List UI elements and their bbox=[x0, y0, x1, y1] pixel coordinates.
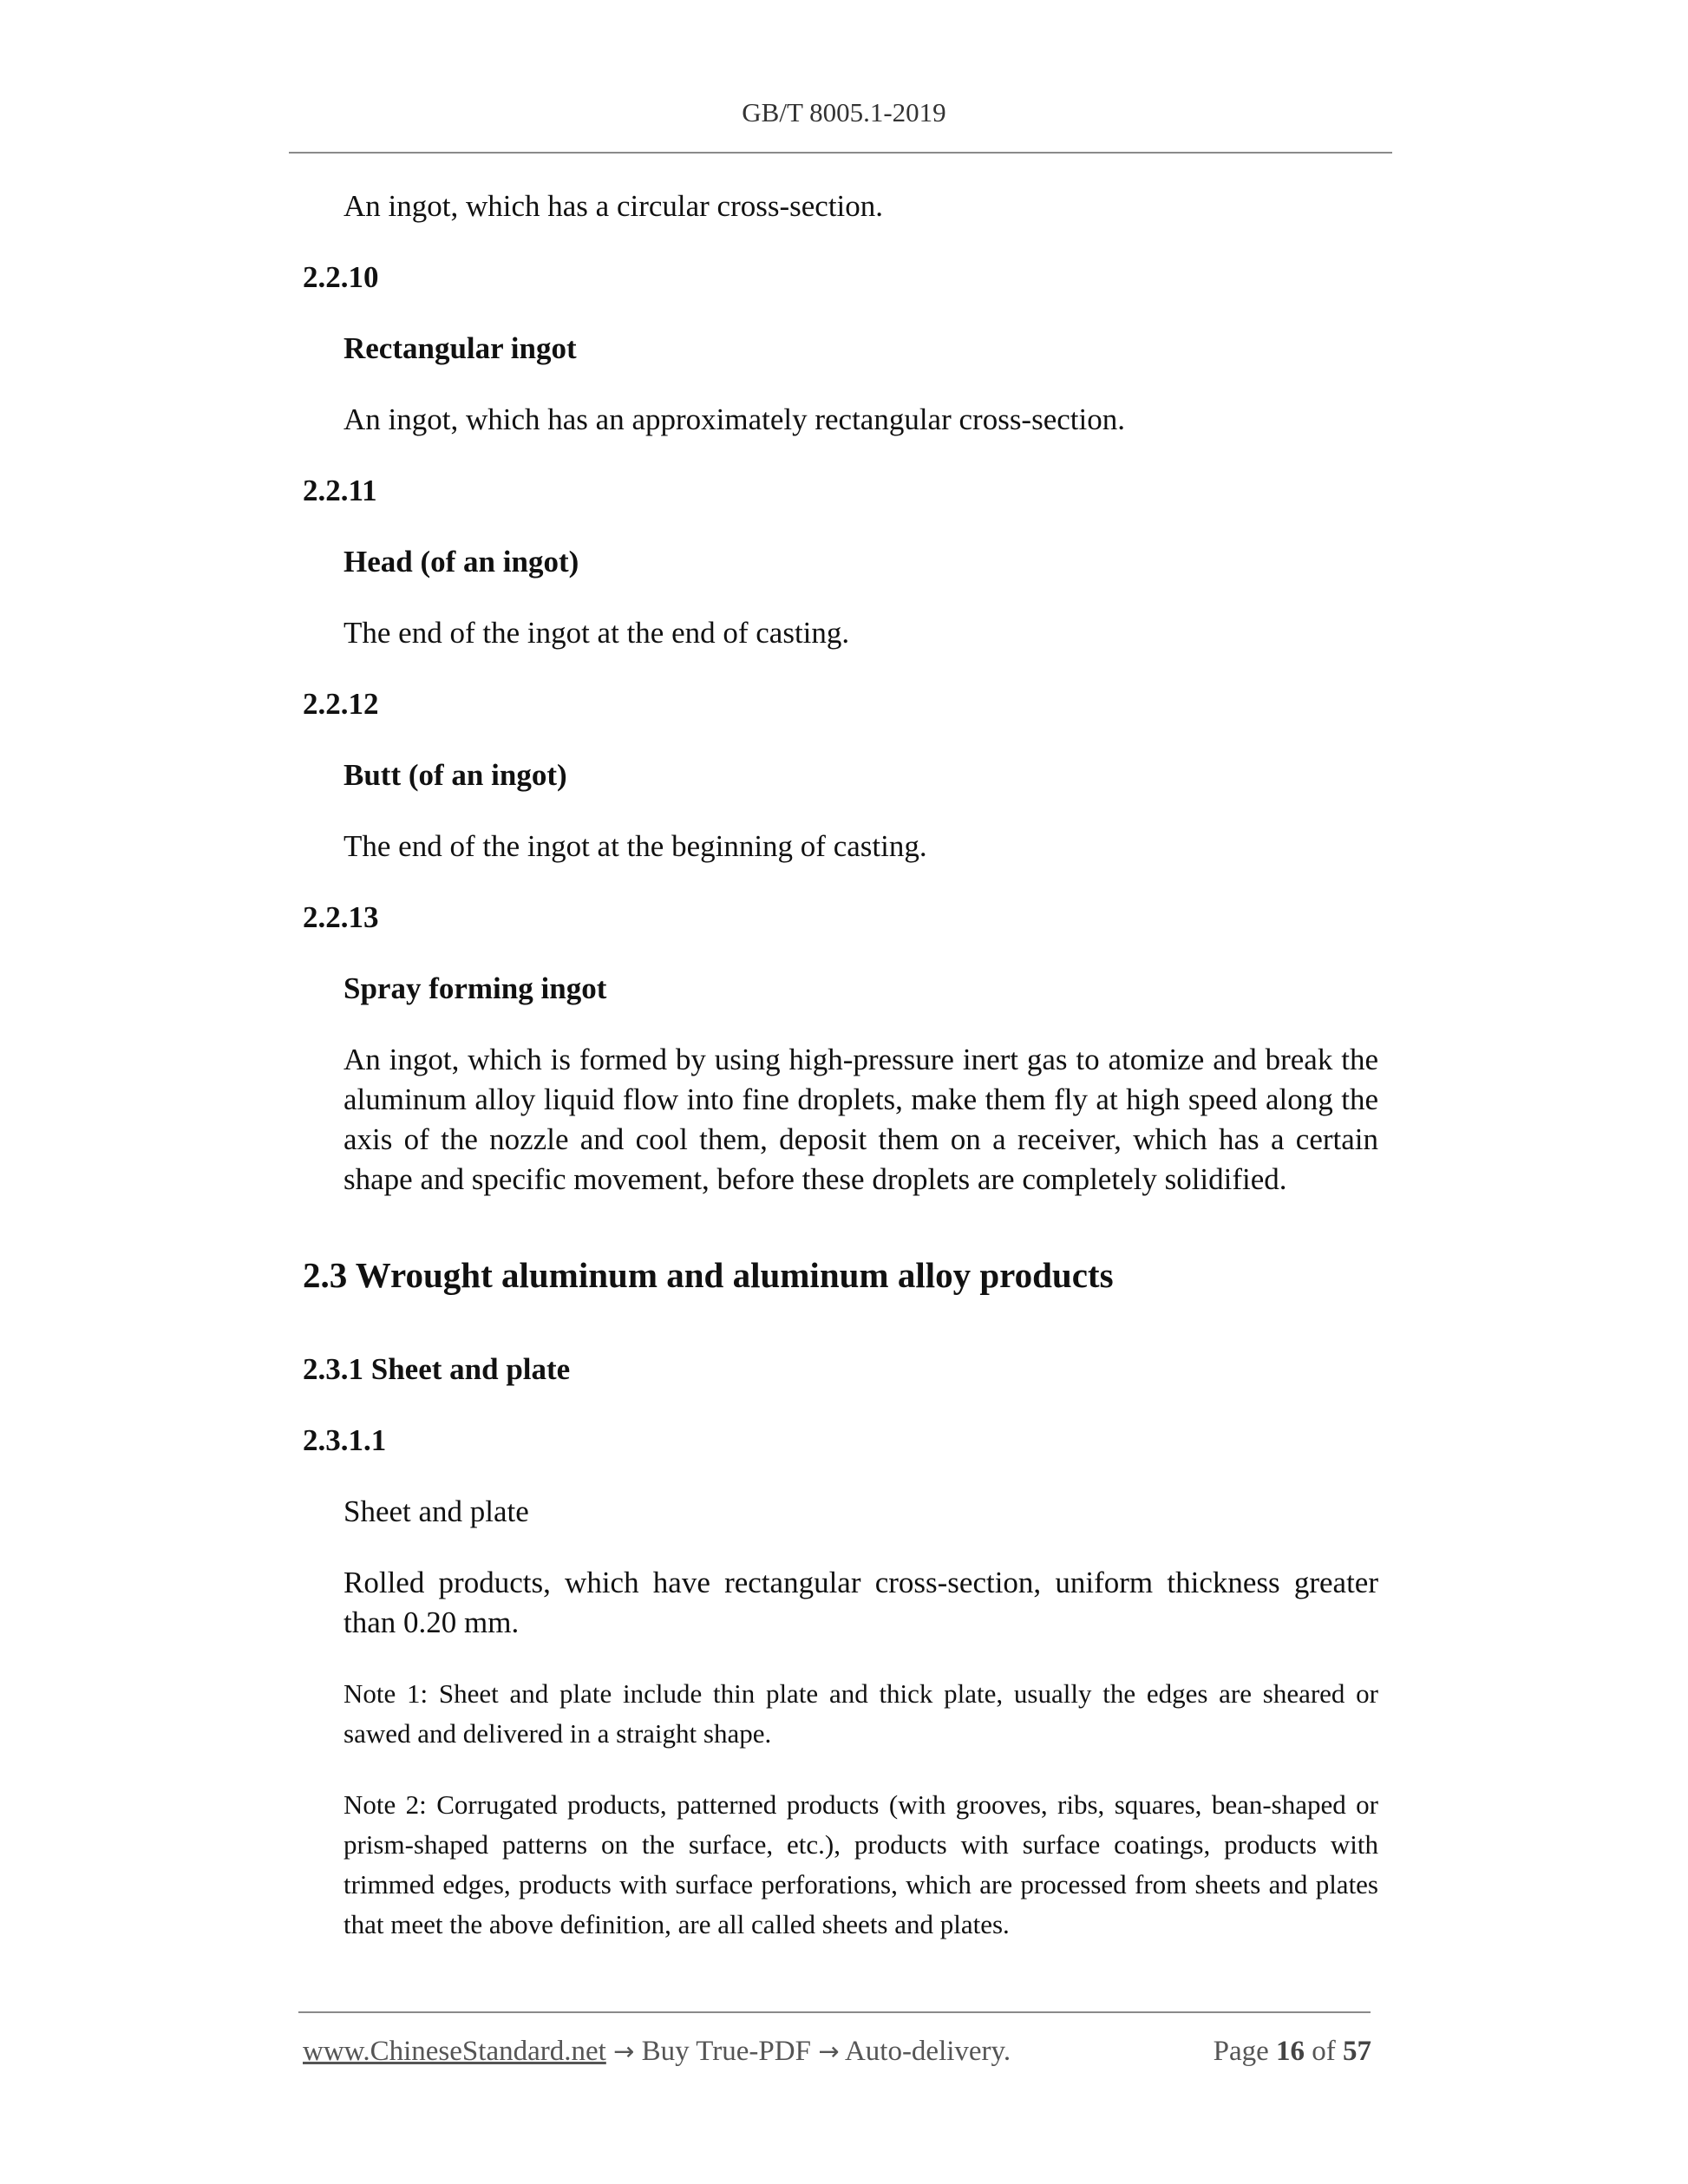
entry-number-2-2-10: 2.2.10 bbox=[303, 260, 379, 294]
entry-term-butt: Butt (of an ingot) bbox=[343, 758, 567, 792]
entry-definition-spray-forming-ingot: An ingot, which is formed by using high-pressure inert gas to atomize and break the aluminum alloy liquid flow into fine droplets, make them fly at high speed along the axis of the nozzle and cool them, deposit them on a receiver, which has a certain shape and specific movement, before these droplets are completely solidified. bbox=[343, 1043, 1378, 1196]
arrow-right-icon: → bbox=[613, 2037, 635, 2066]
subsection-heading-2-3-1: 2.3.1 Sheet and plate bbox=[303, 1352, 571, 1386]
entry-term-rectangular-ingot: Rectangular ingot bbox=[343, 331, 577, 365]
arrow-right-icon: → bbox=[818, 2037, 840, 2066]
entry-term-sheet-and-plate: Sheet and plate bbox=[343, 1494, 529, 1528]
total-pages: 57 bbox=[1343, 2036, 1371, 2067]
entry-definition-sheet-and-plate: Rolled products, which have rectangular cross-section, uniform thickness greater than 0.20 mm. bbox=[343, 1566, 1378, 1639]
footer-divider bbox=[298, 2011, 1371, 2013]
intro-definition: An ingot, which has a circular cross-section. bbox=[343, 189, 884, 223]
entry-term-spray-forming-ingot: Spray forming ingot bbox=[343, 971, 607, 1005]
page-footer bbox=[303, 2032, 1371, 2070]
page-label: Page bbox=[1213, 2036, 1269, 2067]
page-number: 16 bbox=[1276, 2036, 1305, 2067]
of-label: of bbox=[1312, 2036, 1336, 2067]
buy-true-pdf-text: Buy True-PDF bbox=[641, 2036, 811, 2067]
section-heading-2-3: 2.3 Wrought aluminum and aluminum alloy products bbox=[303, 1255, 1114, 1295]
entry-term-head: Head (of an ingot) bbox=[343, 545, 579, 579]
header-divider bbox=[289, 152, 1392, 154]
document-header-code: GB/T 8005.1-2019 bbox=[742, 97, 946, 128]
note-1: Note 1: Sheet and plate include thin plate and thick plate, usually the edges are sheared or sawed and delivered in a straight shape. bbox=[343, 1678, 1378, 1749]
entry-definition-butt: The end of the ingot at the beginning of casting. bbox=[343, 829, 927, 863]
auto-delivery-text: Auto-delivery. bbox=[844, 2036, 1011, 2067]
page-indicator bbox=[1214, 2032, 1371, 2070]
entry-number-2-2-11: 2.2.11 bbox=[303, 474, 377, 507]
entry-number-2-3-1-1: 2.3.1.1 bbox=[303, 1423, 387, 1457]
site-link[interactable]: www.ChineseStandard.net bbox=[303, 2036, 606, 2067]
entry-number-2-2-13: 2.2.13 bbox=[303, 900, 379, 934]
note-2: Note 2: Corrugated products, patterned products (with grooves, ribs, squares, bean-shaped or prism-shaped patterns on the surface, etc.), products with surface coatings, products with trimmed edges, products with surface perforations, which are processed from sheets and plates that meet the above definition, are all called sheets and plates. bbox=[343, 1789, 1378, 1939]
entry-definition-head: The end of the ingot at the end of casting. bbox=[343, 616, 850, 650]
entry-definition-rectangular-ingot: An ingot, which has an approximately rectangular cross-section. bbox=[343, 402, 1125, 436]
entry-number-2-2-12: 2.2.12 bbox=[303, 687, 379, 721]
